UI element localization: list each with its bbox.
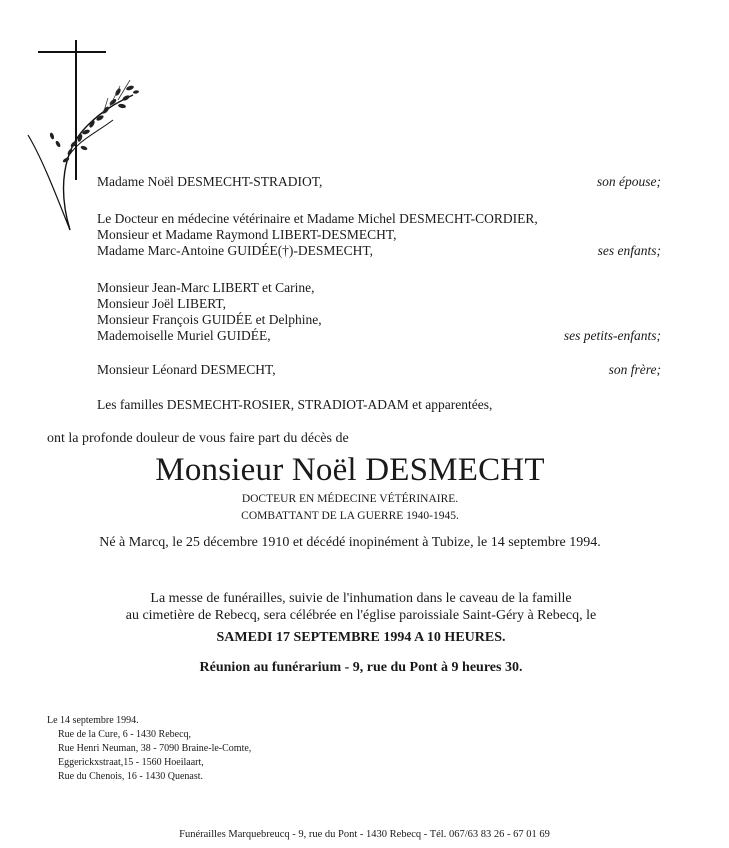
address-line-2: Rue Henri Neuman, 38 - 7090 Braine-le-Comte, bbox=[58, 743, 252, 754]
address-line-4: Rue du Chenois, 16 - 1430 Quenast. bbox=[58, 771, 203, 782]
birth-death-dates: Né à Marcq, le 25 décembre 1910 et décédé inopinément à Tubize, le 14 septembre 1994. bbox=[99, 535, 601, 550]
ceremony-line-1: La messe de funérailles, suivie de l'inhumation dans le caveau de la famille bbox=[150, 591, 572, 606]
grandchildren-line-3: Monsieur François GUIDÉE et Delphine, bbox=[97, 312, 322, 327]
grandchildren-line-2: Monsieur Joël LIBERT, bbox=[97, 296, 227, 311]
ceremony-date: SAMEDI 17 SEPTEMBRE 1994 A 10 HEURES. bbox=[216, 630, 506, 645]
deceased-title-2: COMBATTANT DE LA GUERRE 1940-1945. bbox=[241, 510, 459, 522]
ceremony-line-2: au cimetière de Rebecq, sera célébrée en l'église paroissiale Saint-Géry à Rebecq, le bbox=[125, 608, 597, 623]
announcement-intro: ont la profonde douleur de vous faire part du décès de bbox=[47, 431, 349, 446]
address-line-3: Eggerickxstraat,15 - 1560 Hoeilaart, bbox=[58, 757, 204, 768]
funeral-home-footer: Funérailles Marquebreucq - 9, rue du Pont - 1430 Rebecq - Tél. 067/63 83 26 - 67 01 69 bbox=[179, 829, 550, 840]
children-role: ses enfants; bbox=[597, 243, 661, 258]
grandchildren-role: ses petits-enfants; bbox=[563, 328, 661, 343]
children-line-2: Monsieur et Madame Raymond LIBERT-DESMECHT, bbox=[97, 227, 397, 242]
reunion-line: Réunion au funérarium - 9, rue du Pont à 9 heures 30. bbox=[199, 660, 523, 675]
grandchildren-line-1: Monsieur Jean-Marc LIBERT et Carine, bbox=[97, 280, 315, 295]
address-line-1: Rue de la Cure, 6 - 1430 Rebecq, bbox=[58, 729, 192, 740]
brother-role: son frère; bbox=[608, 362, 661, 377]
brother-line: Monsieur Léonard DESMECHT, bbox=[97, 362, 276, 377]
spouse-line: Madame Noël DESMECHT-STRADIOT, bbox=[97, 174, 323, 189]
children-line-1: Le Docteur en médecine vétérinaire et Madame Michel DESMECHT-CORDIER, bbox=[97, 211, 538, 226]
families-line: Les familles DESMECHT-ROSIER, STRADIOT-ADAM et apparentées, bbox=[97, 397, 493, 412]
children-line-3: Madame Marc-Antoine GUIDÉE(†)-DESMECHT, bbox=[97, 243, 374, 258]
deceased-title-1: DOCTEUR EN MÉDECINE VÉTÉRINAIRE. bbox=[241, 493, 459, 505]
grandchildren-line-4: Mademoiselle Muriel GUIDÉE, bbox=[97, 328, 271, 343]
cross-with-wheat-icon bbox=[18, 40, 148, 240]
deceased-name: Monsieur Noël DESMECHT bbox=[155, 452, 545, 488]
spouse-role: son épouse; bbox=[596, 174, 661, 189]
addresses-date: Le 14 septembre 1994. bbox=[47, 715, 139, 726]
